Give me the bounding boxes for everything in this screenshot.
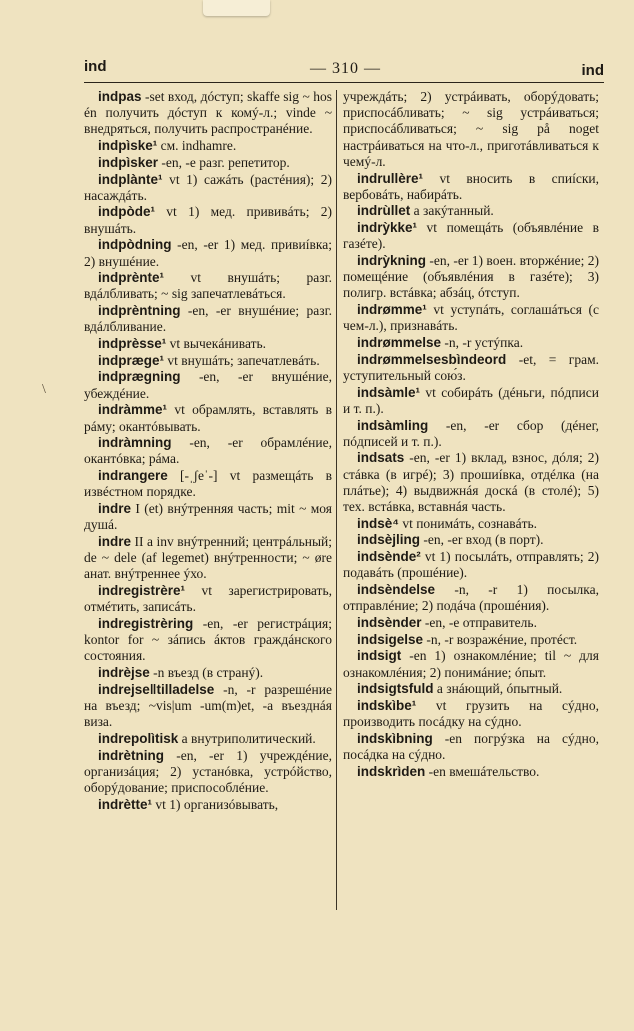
dictionary-entry [343,450,599,515]
paper-tab [203,0,270,16]
dictionary-entry [84,665,332,681]
dictionary-entry [84,89,332,138]
entry-definition: vt собирáть (дéньги, пóдписи и т. п.). [343,384,599,416]
entry-definition: vt понимáть, сознавáть. [398,515,538,531]
entry-headword: indprèntning [98,303,181,319]
entry-headword: indrèjse [98,665,150,681]
right-guide-word: ind [581,62,604,79]
entry-definition: -n въезд (в странý). [149,665,264,681]
entry-definition: учреждáть; 2) устрáивать, оборýдовать; приспосáбливать; ~ sig устрáиваться; приспосáбливаться; ~ sig på noget настрáиваться на что-л., приготáвливаться к чемý-л. [343,89,599,169]
entry-definition: см. indhamre. [157,138,237,154]
entry-definition: -en, -er 1) учреждéние, организáция; 2) устанóвка, устрóйство, оборýдование; приспособлéние. [84,747,332,796]
entry-definition: -en, -er вход (в порт). [420,532,544,548]
dictionary-entry [84,336,332,352]
dictionary-entry [84,155,332,171]
column-divider [336,90,337,910]
entry-headword: indprèsse¹ [98,336,167,352]
entry-definition: -en погрýзка на сýдно, посáдка на сýдно. [343,730,599,763]
entry-headword: indprægning [98,369,181,385]
entry-definition: -en, -er внушéние; разг. вдáлбливание. [84,303,332,335]
entry-definition: -en, -er внушéние, убеждéние. [84,369,332,401]
entry-definition: I (et) внýтренняя часть; mit ~ моя душá. [84,501,332,533]
dictionary-entry [343,203,599,219]
entry-headword: indsigelse [357,631,424,647]
entry-definition: -en, -e разг. репетитор. [158,154,290,170]
entry-definition: vt внушáть; запечатлевáть. [164,352,320,368]
entry-headword: indrullère¹ [357,170,424,186]
left-column [84,89,332,813]
entry-headword: indrejse‖tilladelse [98,681,215,697]
entry-definition: vt вычекáнивать. [166,336,267,352]
entry-definition: vt помещáть (объявлéние в газéте). [343,220,599,252]
dictionary-entry [343,253,599,302]
dictionary-entry [343,731,599,763]
entry-definition: -en, -e отправитель. [421,615,537,630]
dictionary-entry [84,468,332,500]
page-header [84,58,604,82]
entry-headword: indprènte¹ [98,270,164,286]
dictionary-entry [343,549,599,581]
dictionary-entry [343,302,599,334]
entry-headword: indpìske¹ [98,138,158,154]
entry-headword: indrỳkning [357,253,427,269]
dictionary-entry [343,582,599,614]
dictionary-entry [343,418,599,450]
entry-definition: vt 1) организóвывать, [152,796,279,812]
dictionary-entry [343,681,599,697]
entry-headword: indskrìden [357,763,426,779]
dictionary-entry [84,435,332,467]
entry-definition: -en, -er 1) воен. вторжéние; 2) помещéние (объявлéния в газéте); 3) полигр. встáвка; абзáц, óтступ. [343,253,599,301]
dictionary-entry [343,764,599,780]
entry-headword: indpòdning [98,237,172,253]
entry-headword: indpìsker [98,154,159,170]
entry-definition: vt обрамлять, вставлять в рáму; окантóвывать. [84,402,332,434]
entry-definition: -n, -r разрешéние на въезд; ~vis|um -um(m)et, -a въезднáя виза. [84,681,332,730]
entry-definition: -en, -er обрамлéние, окантóвка; рáма. [84,435,332,467]
entry-headword: indre [98,501,132,517]
dictionary-entry [84,682,332,731]
dictionary-entry [84,138,332,154]
dictionary-entry [84,353,332,369]
entry-definition: -en, -er 1) вклад, взнос, дóля; 2) стáвка (в игрé); 3) прошиíвка, отдéлка (на плáтье); 4) выдвижнáя доскá (в столé); 5) тех. встáвка, вставнáя часть. [343,450,599,515]
entry-headword: indpræge¹ [98,352,164,368]
dictionary-entry [343,220,599,252]
entry-headword: indrùllet [357,203,411,219]
entry-definition: a закýтанный. [410,203,494,219]
entry-headword: indregistrère¹ [98,583,186,599]
dictionary-entry [84,534,332,583]
entry-headword: indrỳkke¹ [357,220,418,236]
entry-definition: vt вносить в спиíски, вербовáть, набирáть. [343,170,599,202]
dictionary-entry [84,402,332,434]
entry-headword: indrømmelse [357,335,442,351]
dictionary-entry [84,616,332,665]
entry-headword: indsènder [357,615,422,630]
entry-definition: II a inv внýтренний; центрáльный; de ~ dele (af legemet) внýтренности; ~ øre анат. внýтреннее ýхо. [84,533,332,582]
entry-headword: indsàmling [357,417,429,433]
entry-headword: indsènde² [357,549,421,565]
entry-headword: indrètning [98,747,164,763]
entry-definition: -en вмешáтельство. [425,763,540,779]
entry-definition: vt 1) мед. прививáть; 2) внушáть. [84,204,332,236]
dictionary-entry [84,797,332,813]
right-column [343,89,599,781]
entry-headword: indskìbning [357,730,433,746]
dictionary-entry [343,385,599,417]
entry-headword: indrepolìtisk [98,730,179,746]
entry-definition: vt грузить на сýдно, производить посáдку на сýдно. [343,698,599,730]
entry-headword: indrètte¹ [98,796,152,812]
entry-headword: indsàmle¹ [357,384,421,400]
dictionary-entry [84,748,332,797]
dictionary-entry [84,731,332,747]
dictionary-entry [84,303,332,335]
dictionary-entry [343,615,599,631]
dictionary-entry [343,171,599,203]
entry-headword: indregistrèring [98,616,194,631]
entry-definition: vt 1) сажáть (растéния); 2) насаждáть. [84,171,332,203]
entry-headword: indsats [357,450,405,466]
dictionary-entry [343,516,599,532]
dictionary-entry [84,237,332,269]
entry-definition: -n, -r 1) посылка, отправлéние; 2) подáча (прошéния). [343,582,599,614]
entry-definition: a знáющий, óпытный. [433,681,563,697]
entry-definition: -n, -r возражéние, протéст. [423,631,578,647]
entry-headword: indsigtsfuld [357,681,434,697]
entry-headword: indrangere [98,468,168,484]
entry-headword: indsèndelse [357,582,436,598]
entry-headword: indrømmelsesbìndeord [357,351,507,367]
entry-definition: -en, -er 1) мед. привиíвка; 2) внушéние. [84,237,332,269]
entry-definition: vt 1) посылáть, отправлять; 2) подавáть (прошéние). [343,549,599,581]
dictionary-entry [343,352,599,384]
entry-headword: indskìbe¹ [357,698,417,714]
dictionary-entry [343,335,599,351]
entry-definition: vt внушáть; разг. вдáлбливать; ~ sig запечатлевáться. [84,270,332,302]
left-guide-word: ind [84,58,107,75]
dictionary-entry [343,532,599,548]
entry-definition: -en 1) ознакомлéние; til ~ для ознакомлéния; 2) понимáние; óпыт. [343,648,599,680]
entry-headword: indpas [98,89,142,104]
entry-headword: indre [98,533,132,549]
dictionary-entry [84,369,332,401]
margin-mark: \ [42,382,46,397]
entry-headword: indràmme¹ [98,402,168,418]
entry-definition: vt уступáть, соглашáться (с чем-л.), признавáть. [343,302,599,334]
dictionary-entry [343,648,599,680]
entry-definition: -en, -er сбор (дéнег, пóдписей и т. п.). [343,417,599,449]
entry-headword: indràmning [98,435,172,451]
dictionary-entry [343,632,599,648]
entry-definition: -en, -er регистрáция; kontor for ~ зáпись áктов граждáнского состояния. [84,616,332,664]
entry-headword: indsè⁴ [357,515,399,531]
dictionary-entry [84,172,332,204]
dictionary-entry [343,698,599,730]
header-rule [84,82,604,83]
dictionary-entry [84,583,332,615]
page-number: — 310 — [310,60,381,77]
entry-headword: indsèjling [357,532,421,548]
entry-headword: indplànte¹ [98,171,163,187]
entry-definition: -set вход, дóступ; skaffe sig ~ hos én получить дóступ к комý-л.; vinde ~ внедряться, получить распространéние. [84,89,332,137]
entry-headword: indsigt [357,648,402,664]
dictionary-entry [84,270,332,302]
dictionary-entry [343,89,599,170]
dictionary-entry [84,204,332,236]
entry-definition: -n, -r устýпка. [441,335,524,351]
entry-headword: indpòde¹ [98,204,155,220]
entry-definition: vt зарегистрировать, отмéтить, записáть. [84,583,332,615]
entry-definition: [-ˌʃeˈ-] vt размещáть в извéстном порядке. [84,468,332,500]
entry-headword: indrømme¹ [357,302,427,318]
entry-definition: a внутриполитический. [178,730,316,746]
entry-definition: -et, = грам. уступительный сою́з. [343,351,599,383]
dictionary-entry [84,501,332,533]
